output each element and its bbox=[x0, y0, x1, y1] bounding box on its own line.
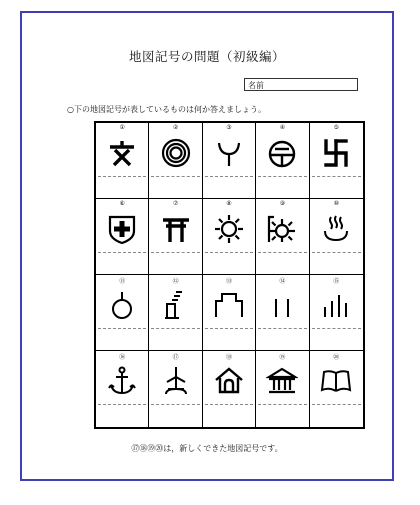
cell-number: ⑭ bbox=[279, 278, 286, 285]
answer-line[interactable] bbox=[98, 252, 146, 253]
nursing-home-icon bbox=[213, 365, 245, 397]
cell-number: ④ bbox=[279, 124, 286, 131]
answer-line[interactable] bbox=[205, 328, 253, 329]
answer-line[interactable] bbox=[312, 176, 361, 177]
answer-line[interactable] bbox=[98, 328, 146, 329]
cell-number: ⑦ bbox=[172, 200, 179, 207]
grid-cell-18 bbox=[203, 351, 256, 427]
cell-number: ⑱ bbox=[225, 354, 232, 361]
answer-line[interactable] bbox=[151, 252, 199, 253]
fire-station-icon bbox=[213, 137, 245, 169]
cell-number: ⑰ bbox=[172, 354, 179, 361]
cell-number: ⑨ bbox=[279, 200, 286, 207]
cell-number: ③ bbox=[226, 124, 232, 131]
grid-cell-5 bbox=[310, 123, 363, 199]
cell-number: ⑲ bbox=[279, 354, 286, 361]
cell-number: ⑯ bbox=[119, 354, 126, 361]
post-office-icon bbox=[266, 137, 298, 169]
answer-line[interactable] bbox=[312, 252, 361, 253]
museum-icon bbox=[266, 365, 298, 397]
dry-field-icon bbox=[320, 289, 352, 321]
answer-line[interactable] bbox=[205, 404, 253, 405]
city-hall-icon bbox=[160, 137, 192, 169]
answer-line[interactable] bbox=[98, 404, 146, 405]
cell-number: ⑫ bbox=[172, 278, 179, 285]
grid-cell-12 bbox=[149, 275, 202, 351]
cell-number: ⑪ bbox=[119, 278, 126, 285]
grid-cell-14 bbox=[256, 275, 309, 351]
instruction-text: ○下の地図記号が表しているものは何か答えましょう。 bbox=[67, 105, 266, 114]
grid-cell-8 bbox=[203, 199, 256, 275]
grid-cell-1 bbox=[96, 123, 149, 199]
grid-cell-19 bbox=[256, 351, 309, 427]
cell-number: ⑮ bbox=[333, 278, 340, 285]
library-icon bbox=[320, 365, 352, 397]
factory-icon bbox=[213, 213, 245, 245]
answer-line[interactable] bbox=[151, 404, 199, 405]
grid-cell-2 bbox=[149, 123, 202, 199]
orchard-icon bbox=[106, 289, 138, 321]
grid-cell-7 bbox=[149, 199, 202, 275]
answer-line[interactable] bbox=[312, 404, 361, 405]
grid-cell-3 bbox=[203, 123, 256, 199]
cell-number: ② bbox=[172, 124, 179, 131]
name-field[interactable]: 名前 bbox=[244, 78, 358, 91]
answer-line[interactable] bbox=[258, 176, 306, 177]
hospital-icon bbox=[106, 213, 138, 245]
grid-cell-13 bbox=[203, 275, 256, 351]
answer-line[interactable] bbox=[98, 176, 146, 177]
school-icon bbox=[106, 137, 138, 169]
temple-icon bbox=[320, 137, 352, 169]
cell-number: ⑤ bbox=[333, 124, 339, 131]
grid-cell-17 bbox=[149, 351, 202, 427]
grid-cell-16 bbox=[96, 351, 149, 427]
grid-cell-4 bbox=[256, 123, 309, 199]
grid-cell-9 bbox=[256, 199, 309, 275]
anchor-icon bbox=[106, 365, 138, 397]
answer-line[interactable] bbox=[258, 252, 306, 253]
cell-number: ⑧ bbox=[226, 200, 232, 207]
cell-number: ① bbox=[119, 124, 125, 131]
answer-line[interactable] bbox=[151, 176, 199, 177]
footnote: ⑰⑱⑲⑳は，新しくできた地図記号です。 bbox=[131, 444, 283, 453]
grid-cell-6 bbox=[96, 199, 149, 275]
answer-line[interactable] bbox=[205, 176, 253, 177]
answer-line[interactable] bbox=[258, 328, 306, 329]
cell-number: ⑬ bbox=[225, 278, 232, 285]
answer-line[interactable] bbox=[312, 328, 361, 329]
page-title: 地図記号の問題（初級編） bbox=[128, 49, 285, 64]
symbol-grid bbox=[94, 121, 365, 429]
cell-number: ⑥ bbox=[119, 200, 125, 207]
grid-cell-20 bbox=[310, 351, 363, 427]
worksheet-frame bbox=[20, 11, 394, 481]
answer-line[interactable] bbox=[151, 328, 199, 329]
hot-spring-icon bbox=[320, 213, 352, 245]
cell-number: ⑩ bbox=[333, 200, 339, 207]
shrine-icon bbox=[160, 213, 192, 245]
wind-turbine-icon bbox=[160, 365, 192, 397]
power-plant-icon bbox=[266, 213, 298, 245]
grid-cell-15 bbox=[310, 275, 363, 351]
grid-cell-11 bbox=[96, 275, 149, 351]
answer-line[interactable] bbox=[258, 404, 306, 405]
rice-field-icon bbox=[266, 289, 298, 321]
cell-number: ⑳ bbox=[333, 354, 340, 361]
answer-line[interactable] bbox=[205, 252, 253, 253]
castle-ruins-icon bbox=[213, 289, 245, 321]
lighthouse-ruins-icon bbox=[160, 289, 192, 321]
grid-cell-10 bbox=[310, 199, 363, 275]
